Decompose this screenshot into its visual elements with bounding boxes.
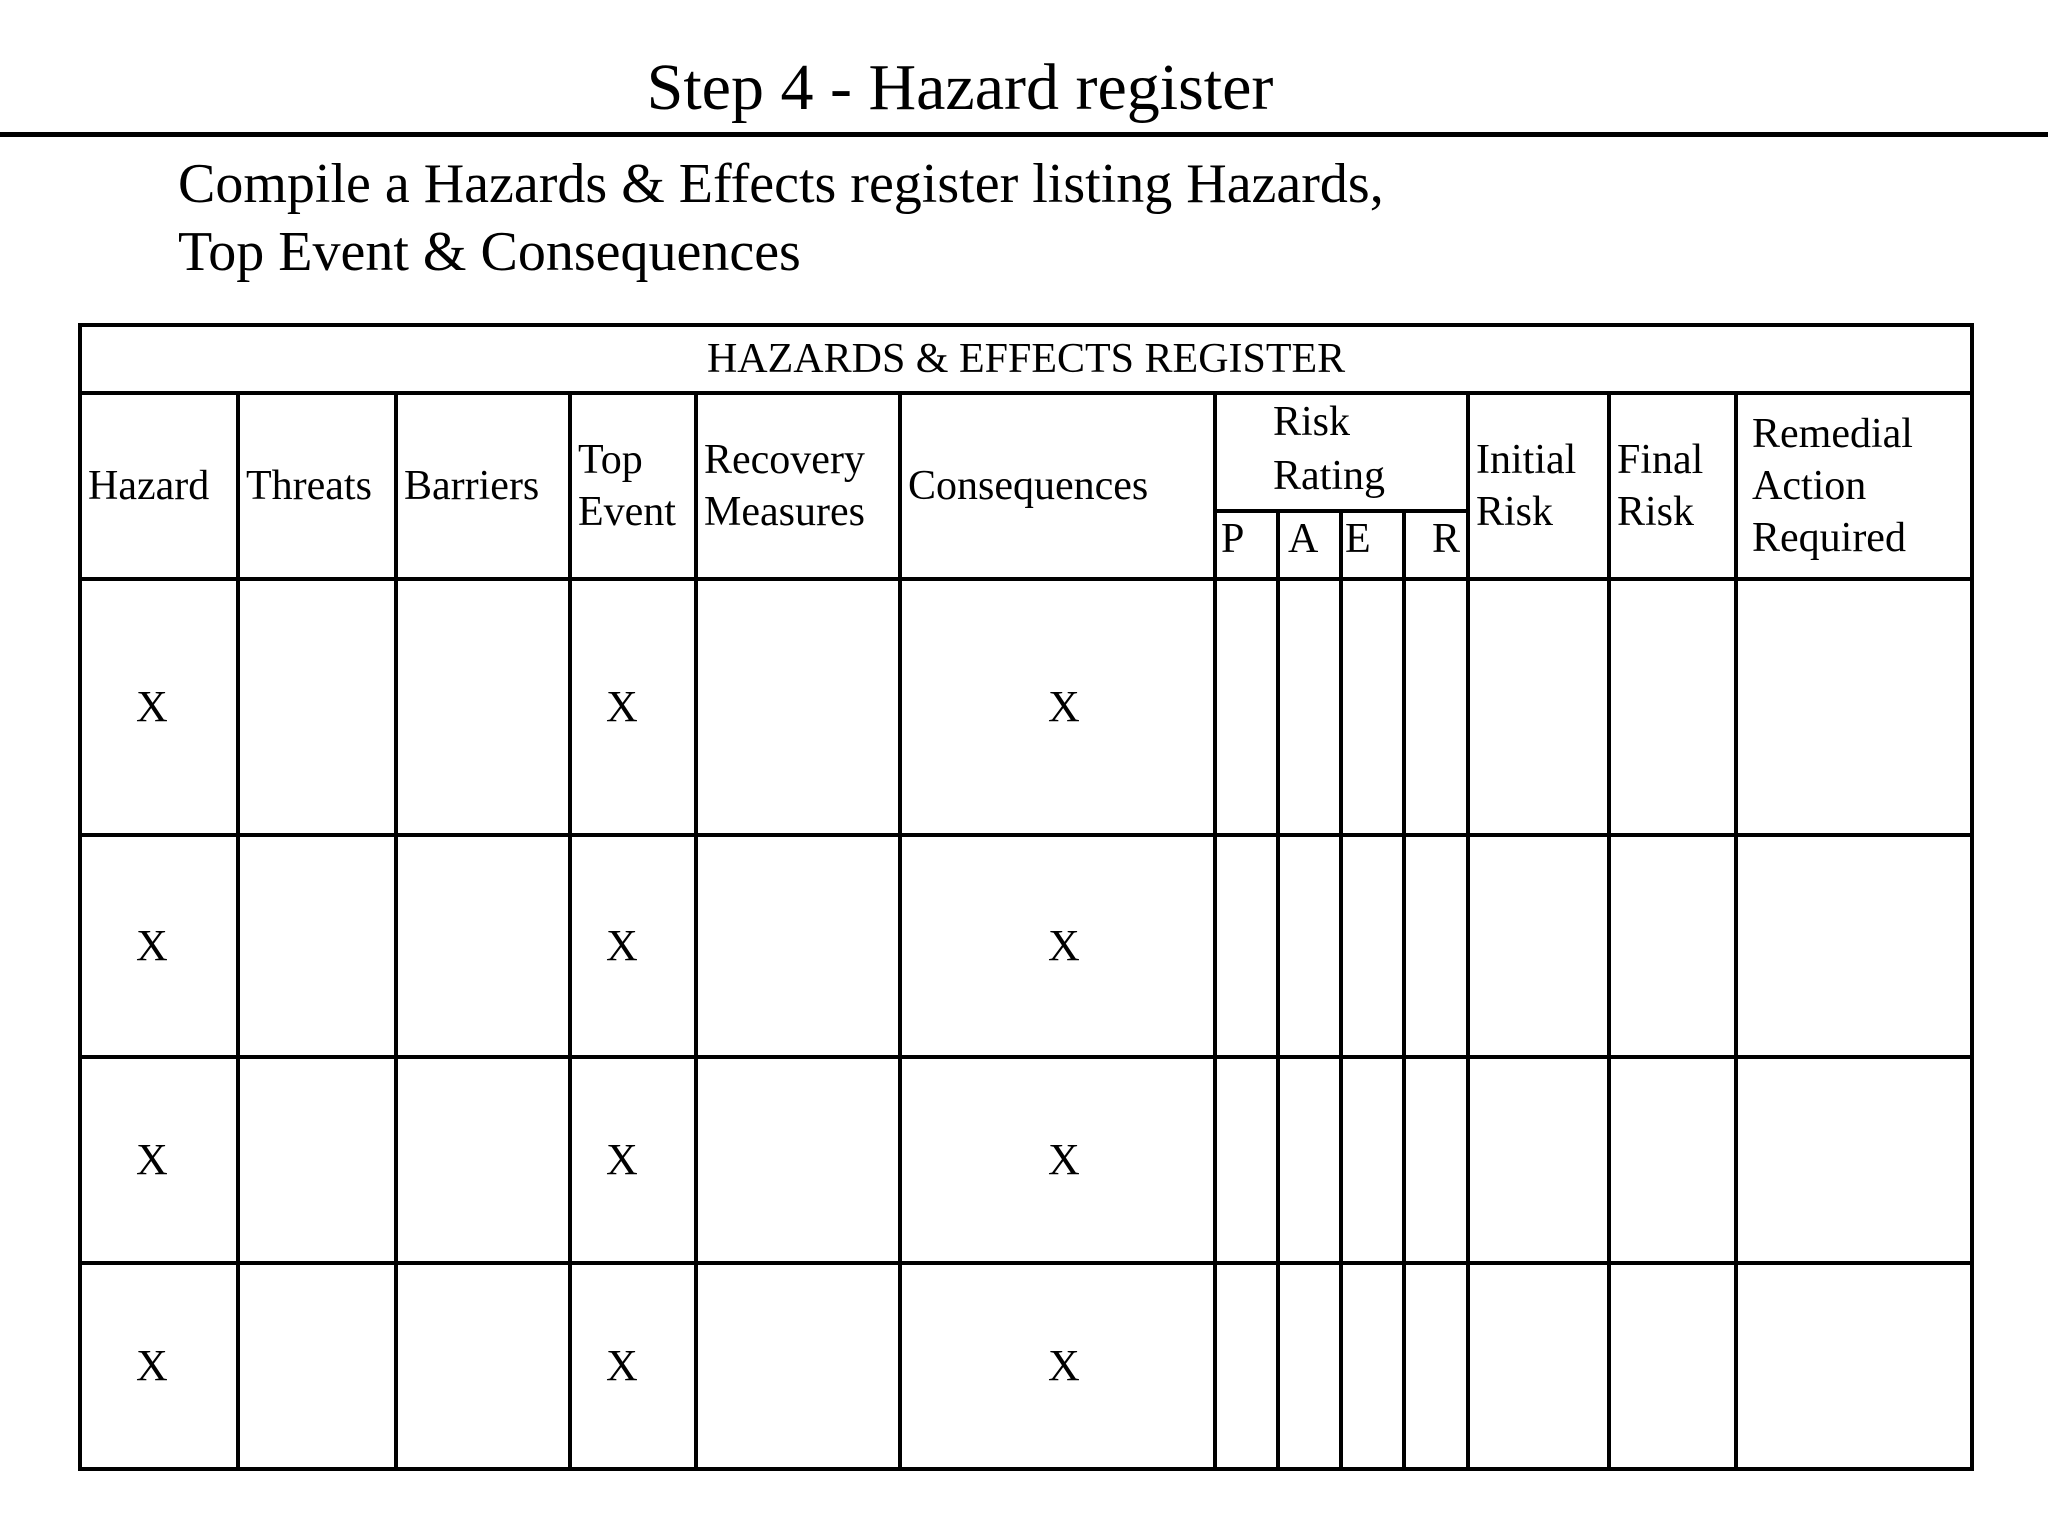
cell-threats [238,1057,396,1263]
header-initial-risk [1468,393,1609,579]
header-consequences: Consequences [900,393,1215,579]
cell-consequences: X [900,1057,1215,1263]
table-row [80,1263,1972,1469]
table-row [80,1057,1972,1263]
cell-top-event: X [570,1263,696,1469]
header-top-event [570,393,696,579]
header-risk-p: P [1215,511,1278,579]
cell-remedial-action [1736,579,1972,835]
cell-threats [238,835,396,1057]
cell-final-risk [1609,579,1736,835]
header-barriers: Barriers [396,393,570,579]
cell-r [1404,835,1468,1057]
header-final-risk [1609,393,1736,579]
header-remedial-line-1: Remedial [1752,411,1913,457]
instructions-line-1: Compile a Hazards & Effects register listing Hazards, [178,153,1384,215]
cell-p [1215,835,1278,1057]
cell-barriers [396,835,570,1057]
cell-p [1215,1263,1278,1469]
cell-initial-risk [1468,579,1609,835]
cell-consequences: X [900,579,1215,835]
cell-barriers [396,1057,570,1263]
cell-recovery-measures [696,579,900,835]
header-risk-r: R [1404,511,1468,579]
cell-final-risk [1609,835,1736,1057]
cell-barriers [396,1263,570,1469]
cell-a [1278,1263,1341,1469]
cell-r [1404,1263,1468,1469]
hazard-register-table [78,323,1974,1471]
cell-recovery-measures [696,835,900,1057]
header-final-risk-line-2: Risk [1617,489,1695,535]
cell-barriers [396,579,570,835]
register-header [80,325,1972,579]
cell-a [1278,835,1341,1057]
cell-p [1215,1057,1278,1263]
cell-hazard: X [80,579,238,835]
header-hazard: Hazard [80,393,238,579]
cell-initial-risk [1468,835,1609,1057]
cell-final-risk [1609,1263,1736,1469]
cell-remedial-action [1736,1263,1972,1469]
cell-recovery-measures [696,1057,900,1263]
header-risk-a: A [1278,511,1341,579]
page-title: Step 4 - Hazard register [646,51,1274,124]
cell-recovery-measures [696,1263,900,1469]
cell-e [1341,1057,1404,1263]
cell-top-event: X [570,835,696,1057]
title-divider [0,132,2048,137]
cell-e [1341,579,1404,835]
header-top-event-line-2: Event [578,489,676,535]
cell-initial-risk [1468,1057,1609,1263]
cell-consequences: X [900,835,1215,1057]
cell-a [1278,579,1341,835]
register-body [80,579,1972,1469]
cell-a [1278,1057,1341,1263]
header-recovery-line-2: Measures [704,489,865,535]
cell-e [1341,1263,1404,1469]
cell-final-risk [1609,1057,1736,1263]
cell-remedial-action [1736,835,1972,1057]
header-top-event-line-1: Top [578,437,643,483]
register-caption: HAZARDS & EFFECTS REGISTER [80,325,1972,393]
header-recovery-line-1: Recovery [704,437,865,483]
cell-hazard: X [80,1263,238,1469]
table-row [80,835,1972,1057]
header-threats: Threats [238,393,396,579]
cell-r [1404,579,1468,835]
header-final-risk-line-1: Final [1617,437,1704,483]
header-remedial-action [1736,393,1972,579]
table-row [80,579,1972,835]
header-remedial-line-3: Required [1752,515,1906,561]
cell-hazard: X [80,835,238,1057]
instructions [178,150,1384,286]
cell-hazard: X [80,1057,238,1263]
cell-threats [238,579,396,835]
cell-threats [238,1263,396,1469]
header-risk-rating-line-1: Risk [1273,399,1351,445]
cell-r [1404,1057,1468,1263]
cell-remedial-action [1736,1057,1972,1263]
header-risk-e: E [1341,511,1404,579]
header-remedial-line-2: Action [1752,463,1867,509]
header-recovery-measures [696,393,900,579]
cell-p [1215,579,1278,835]
header-risk-rating [1215,393,1468,511]
instructions-line-2: Top Event & Consequences [178,221,801,283]
header-initial-risk-line-1: Initial [1476,437,1577,483]
header-initial-risk-line-2: Risk [1476,489,1554,535]
cell-consequences: X [900,1263,1215,1469]
cell-top-event: X [570,1057,696,1263]
cell-initial-risk [1468,1263,1609,1469]
header-risk-rating-line-2: Rating [1273,453,1385,499]
cell-e [1341,835,1404,1057]
cell-top-event: X [570,579,696,835]
